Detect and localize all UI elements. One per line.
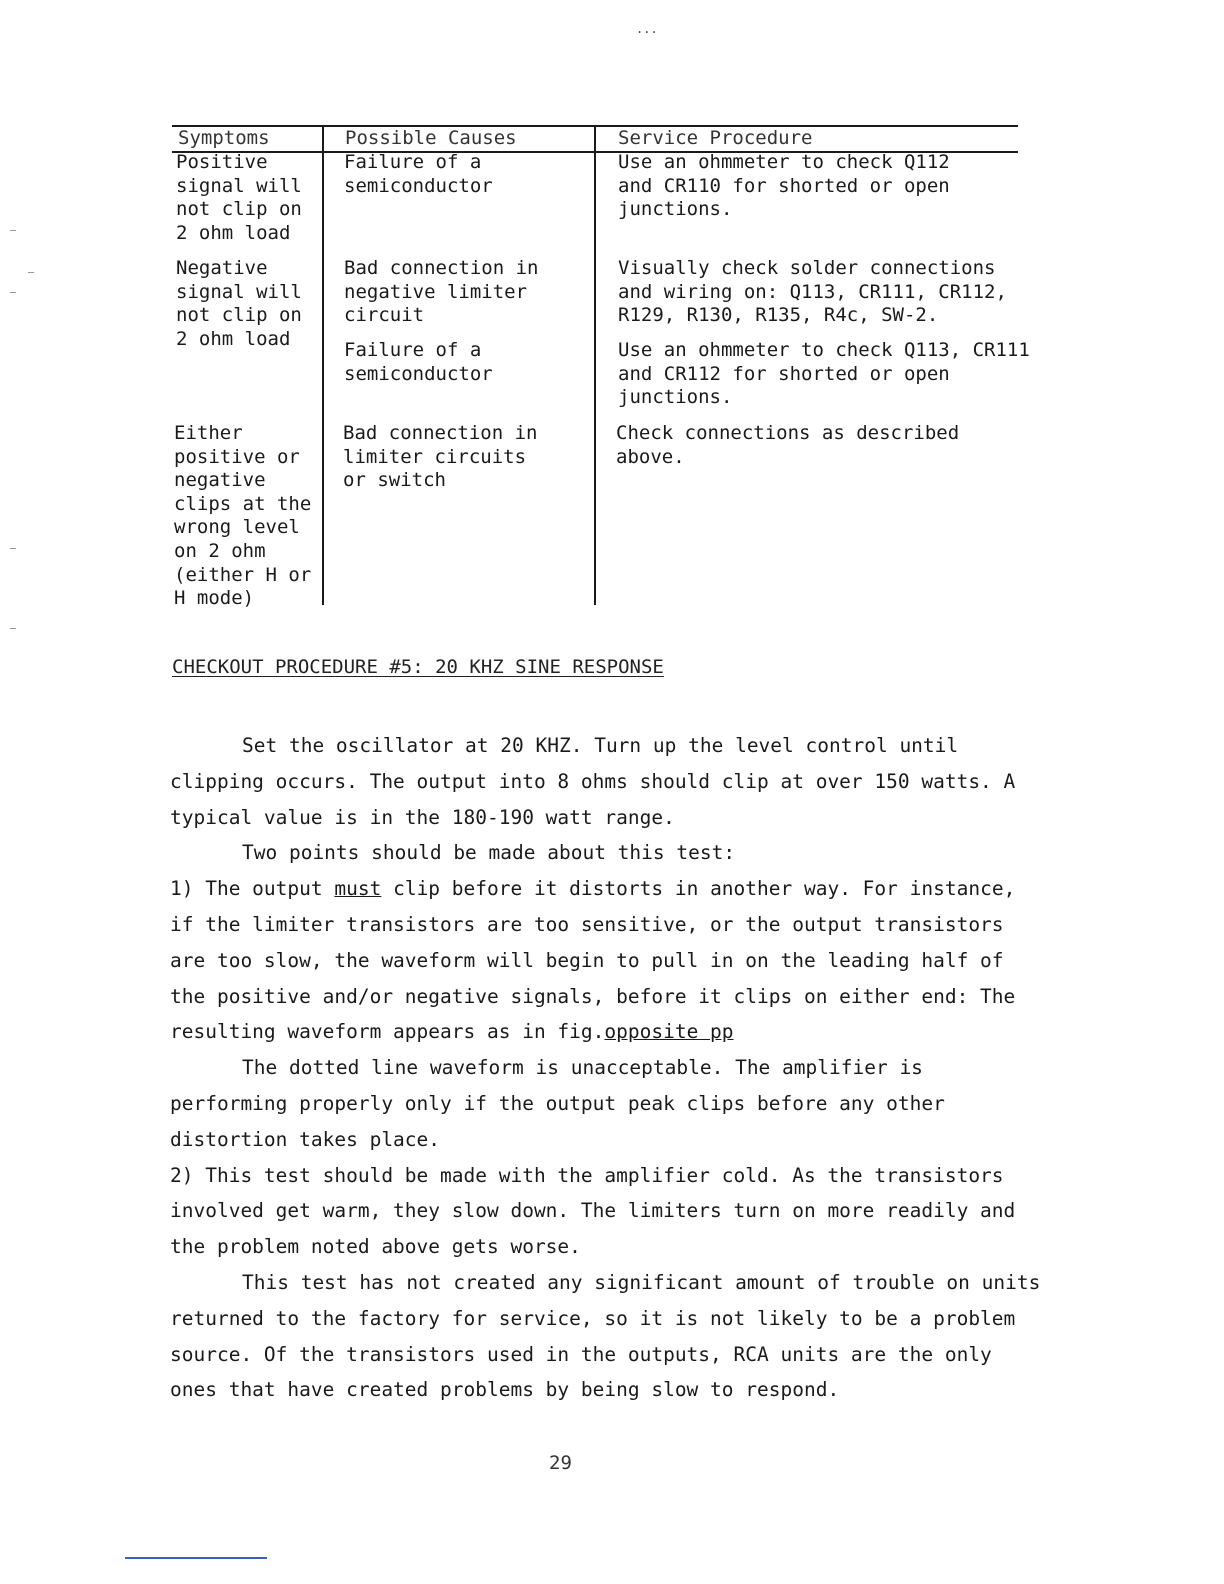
row-2-service-2: Use an ohmmeter to check Q113, CR111 and CR112 for shorted or open junctions. [618, 339, 1030, 409]
row-3-service: Check connections as described above. [616, 422, 960, 468]
row-1-symptom: Positive signal will not clip on 2 ohm load [176, 151, 302, 244]
top-mark: ... [636, 22, 658, 36]
row-1-cause: Failure of a semiconductor [344, 151, 493, 197]
troubleshooting-table [172, 125, 1030, 610]
emphasis-must: must [334, 877, 382, 901]
row-3-symptom: Either positive or negative clips at the wrong level on 2 ohm (either H or H mode) [174, 422, 312, 610]
paragraph-trouble: This test has not created any significant amount of trouble on units returned to the factory for service, so it is not likely to be a problem source. Of the transistors used in the outputs, RCA units are the only ones that have created problems by being slow to respond. [170, 1270, 1041, 1402]
paragraph-point-1 [170, 871, 1050, 1050]
row-2-symptom: Negative signal will not clip on 2 ohm load [176, 257, 302, 350]
column-divider [594, 127, 596, 605]
point-1-text-b: clip before it distorts in another way. For instance, if the limiter transistors are too sensitive, or the output transistors are too slow, the waveform will begin to pull in on the leading half of the positive and/or negative signals, before it clips on either end: The resulting waveform appears as in fig. [170, 877, 1016, 1044]
header-possible-causes: Possible Causes [345, 127, 517, 149]
row-1-service: Use an ohmmeter to check Q112 and CR110 for shorted or open junctions. [618, 151, 950, 221]
row-2-cause-1: Bad connection in negative limiter circuit [344, 257, 539, 327]
section-heading: CHECKOUT PROCEDURE #5: 20 KHZ SINE RESPONSE [172, 656, 664, 678]
header-service-procedure: Service Procedure [618, 127, 813, 149]
paragraph-two-points: Two points should be made about this test: [242, 841, 736, 865]
row-2-service-1: Visually check solder connections and wiring on: Q113, CR111, CR112, R129, R130, R135, R4c, SW-2. [618, 257, 1007, 327]
margin-mark [28, 272, 34, 273]
page-number: 29 [549, 1452, 572, 1474]
margin-mark [10, 292, 16, 293]
margin-mark [10, 548, 16, 549]
figure-reference: opposite pp [604, 1020, 734, 1044]
row-2-cause-2: Failure of a semiconductor [344, 339, 493, 385]
paragraph-dotted-line: The dotted line waveform is unacceptable. The amplifier is performing properly only if the output peak clips before any other distortion takes place. [170, 1056, 945, 1151]
paragraph-oscillator: Set the oscillator at 20 KHZ. Turn up the level control until clipping occurs. The output into 8 ohms should clip at over 150 watts. A typical value is in the 180-190 watt range. [170, 734, 1016, 829]
body-text [170, 728, 1050, 1408]
header-symptoms: Symptoms [178, 127, 270, 149]
row-3-cause: Bad connection in limiter circuits or switch [343, 422, 538, 492]
paragraph-point-2: 2) This test should be made with the amplifier cold. As the transistors involved get warm, they slow down. The limiters turn on more readily and the problem noted above gets worse. [170, 1163, 1016, 1259]
margin-mark [10, 230, 16, 231]
margin-mark [10, 628, 16, 629]
column-divider [322, 127, 324, 605]
point-1-text-a: 1) The output [170, 877, 335, 901]
bottom-rule [125, 1557, 267, 1559]
